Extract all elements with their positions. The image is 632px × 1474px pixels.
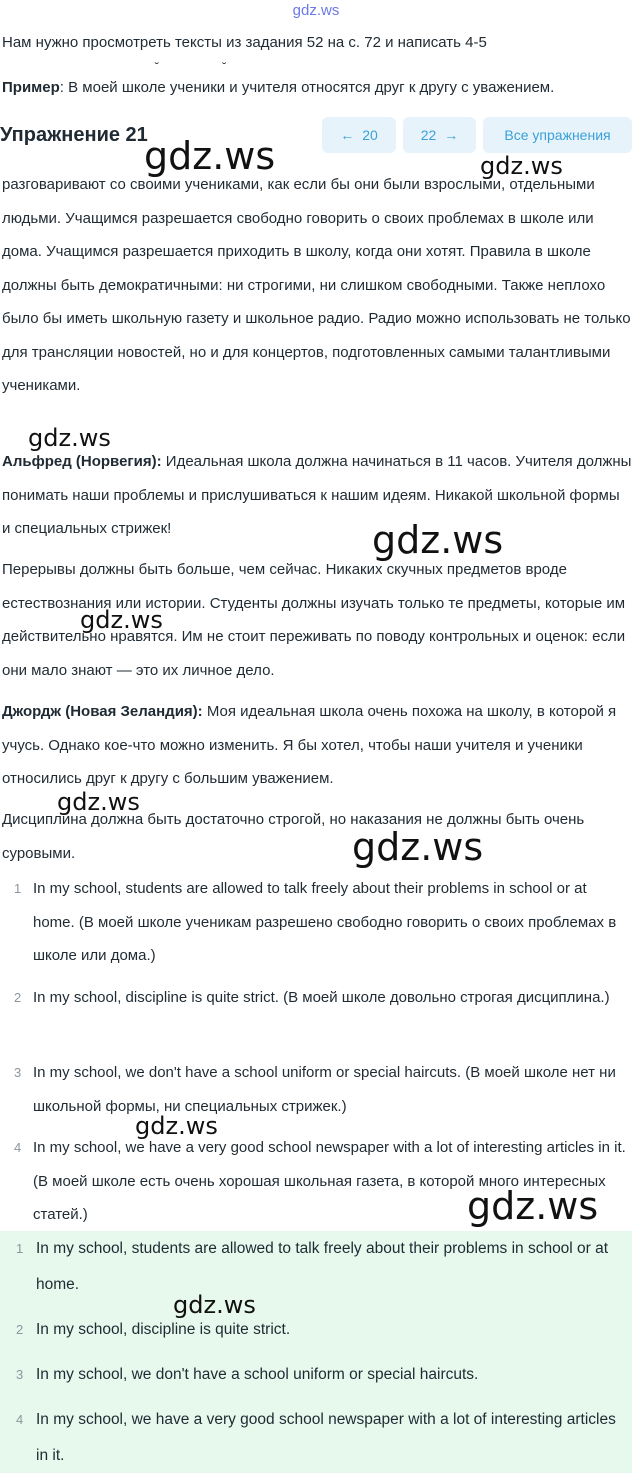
arrow-right-icon: → — [444, 127, 459, 143]
watermark: gdz.ws — [80, 606, 163, 634]
watermark: gdz.ws — [57, 788, 140, 816]
paragraph-5: Дисциплина должна быть достаточно строгой, но наказания не должны быть очень суровыми. — [2, 811, 585, 862]
example-label: Пример — [2, 79, 60, 96]
site-watermark-top: gdz.ws — [292, 2, 340, 19]
list-text: In my school, students are allowed to talk freely about their problems in school or at home. (В моей школе ученикам разрешено свободно говорить о своих проблемах в школе или дома.) — [33, 880, 617, 964]
watermark: gdz.ws — [467, 1184, 599, 1228]
answer-number: 4 — [16, 1412, 24, 1427]
paragraph-1: разговаривают со своими учениками, как если бы они были взрослыми, отдельными людьми. Учащимся разрешается свободно говорить о своих проблемах в школе или дома. Учащимся разрешается приходить в школу, когда они хотят. Правила в школе должны быть демократичными: ни строгими, ни слишком свободными. Также неплохо было бы иметь школьную газету и школьное радио. Радио можно использовать не только для трансляции новостей, но и для концертов, подготовленных самыми талантливыми учениками. — [2, 176, 631, 394]
watermark: gdz.ws — [135, 1112, 218, 1140]
all-exercises-label: Все упражнения — [504, 127, 611, 143]
answer-number: 2 — [16, 1322, 24, 1337]
exercise-title: Упражнение 21 — [0, 124, 148, 146]
list-text: In my school, discipline is quite strict. (В моей школе довольно строгая дисциплина.) — [33, 989, 610, 1006]
watermark: gdz.ws — [28, 424, 111, 452]
answer-text: In my school, we have a very good school newspaper with a lot of interesting articles in it. — [36, 1411, 616, 1464]
watermark: gdz.ws — [352, 825, 484, 869]
example-line — [2, 78, 630, 98]
speaker-name: Альфред (Норвегия): — [2, 453, 162, 470]
watermark: gdz.ws — [372, 518, 504, 562]
watermark: gdz.ws — [480, 152, 563, 180]
prev-exercise-button[interactable] — [322, 117, 396, 153]
prev-exercise-label: 20 — [362, 127, 378, 143]
answer-text: In my school, discipline is quite strict. — [36, 1321, 291, 1338]
list-text: In my school, we don't have a school uniform or special haircuts. (В моей школе нет ни школьной формы, ни специальных стрижек.) — [33, 1064, 616, 1115]
watermark: gdz.ws — [144, 134, 276, 178]
paragraph-3: Перерывы должны быть больше, чем сейчас. Никаких скучных предметов вроде естествознания или истории. Студенты должны изучать только те предметы, которые им действительно нравятся. Им не стоит переживать по поводу контрольных и оценок: если они мало знают — это их личное дело. — [2, 561, 626, 679]
all-exercises-button[interactable] — [483, 117, 632, 153]
paragraph-alfred — [2, 445, 632, 546]
cut-off-text: ˘ ˘ — [155, 60, 257, 74]
answer-text: In my school, we don't have a school uniform or special haircuts. — [36, 1366, 479, 1383]
arrow-left-icon: ← — [340, 127, 355, 143]
list-number: 2 — [14, 990, 22, 1005]
answer-text: In my school, students are allowed to talk freely about their problems in school or at home. — [36, 1240, 609, 1293]
list-number: 1 — [14, 881, 22, 896]
watermark: gdz.ws — [173, 1291, 256, 1319]
speaker-text: Моя идеальная школа очень похожа на школу, в которой я учусь. Однако кое-что можно изменить. Я бы хотел, чтобы наши учителя и ученики относились друг к другу с большим уважением. — [2, 703, 617, 787]
example-text: : В моей школе ученики и учителя относятся друг к другу с уважением. — [59, 79, 555, 96]
paragraph-george — [2, 695, 632, 796]
next-exercise-label: 22 — [420, 127, 437, 143]
list-number: 4 — [14, 1140, 22, 1155]
speaker-name: Джордж (Новая Зеландия): — [2, 703, 203, 720]
list-text: In my school, we have a very good school newspaper with a lot of interesting articles in it. (В моей школе есть очень хорошая школьная газета, в которой много интересных статей.) — [33, 1139, 626, 1223]
intro-text: Нам нужно просмотреть тексты из задания 52 на с. 72 и написать 4-5 — [2, 34, 487, 51]
answer-number: 1 — [16, 1241, 24, 1256]
answer-number: 3 — [16, 1367, 24, 1382]
speaker-text: Идеальная школа должна начинаться в 11 часов. Учителя должны понимать наши проблемы и прислушиваться к нашим идеям. Никакой школьной формы и специальных стрижек! — [2, 453, 632, 537]
next-exercise-button[interactable] — [403, 117, 476, 153]
list-number: 3 — [14, 1065, 22, 1080]
